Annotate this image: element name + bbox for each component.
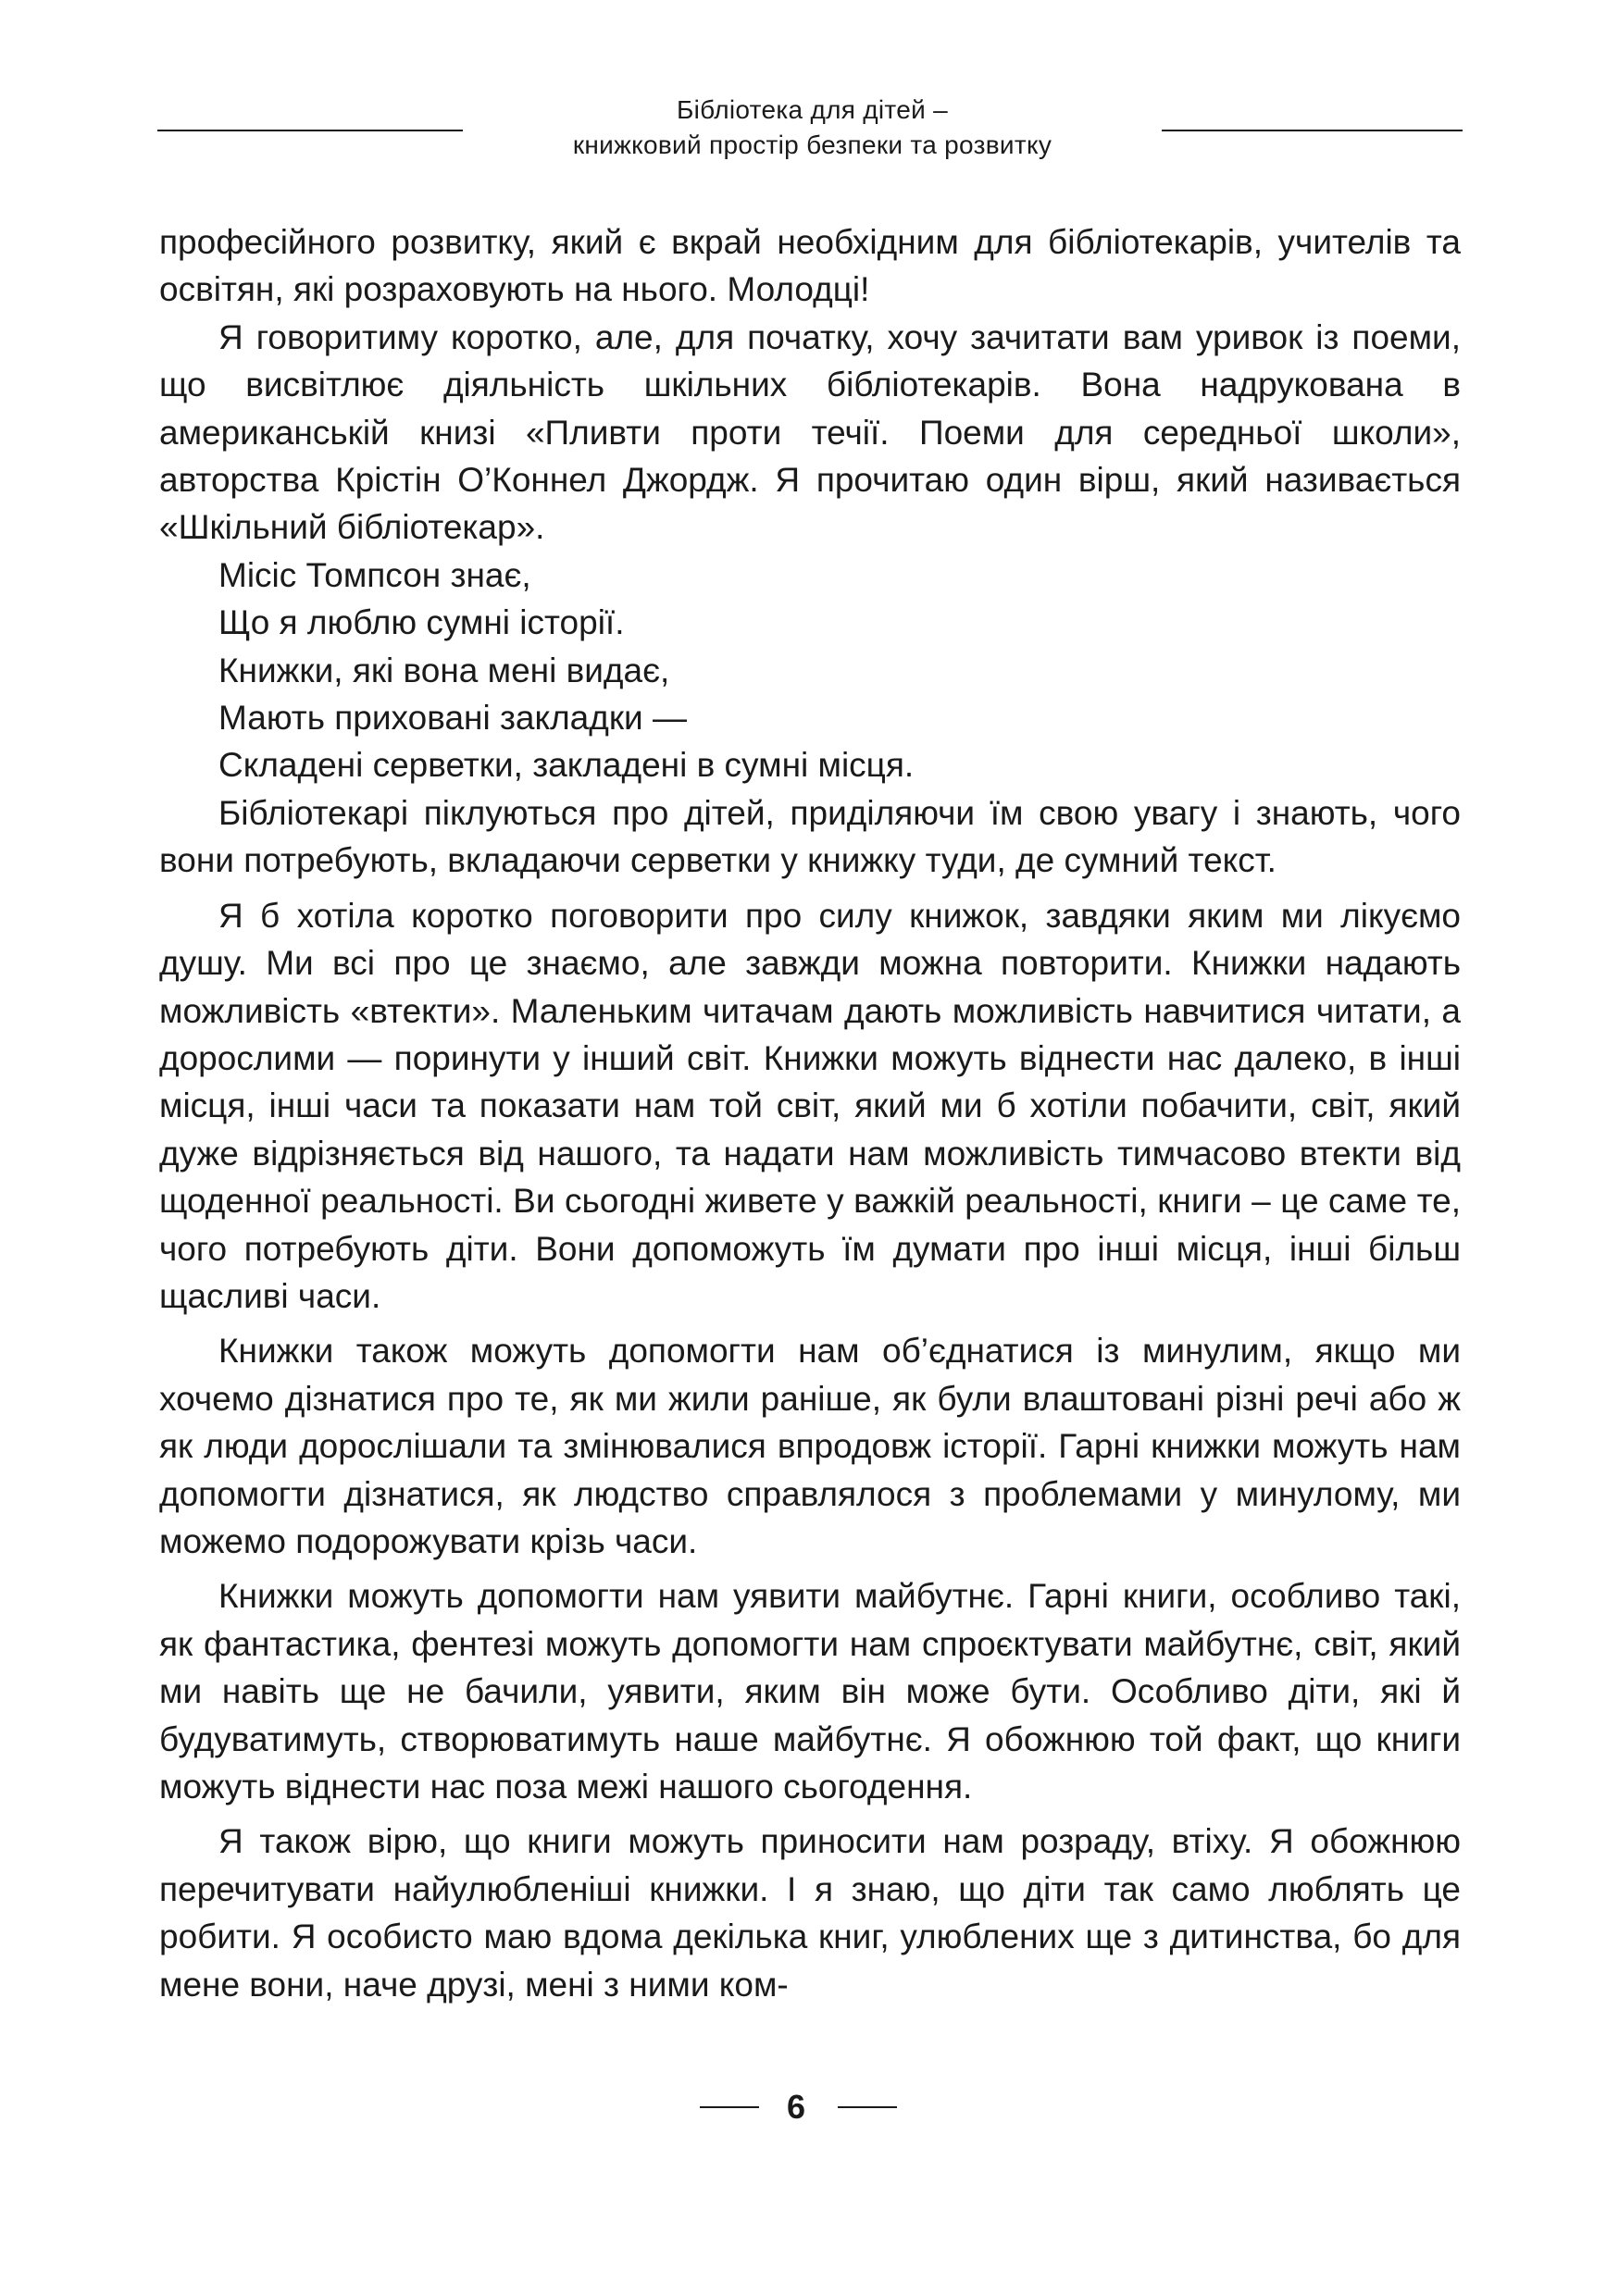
footer-rule-left — [700, 2106, 759, 2108]
header-title-line-2: книжковий простір безпеки та розвитку — [572, 130, 1052, 159]
poem-line-1: Місіс Томпсон знає, — [218, 555, 531, 594]
running-header — [157, 93, 1463, 167]
paragraph-past: Книжки також можуть допомогти нам об’єднатися із минулим, якщо ми хочемо дізнатися про те, як ми жили раніше, як були влаштовані різні речі або ж як люди дорослішали та змінювалися впродовж історії. Гарні книжки можуть нам допомогти дізнатися, як людство справлялося з проблемами у минулому, ми можемо подорожувати крізь часи. — [159, 1332, 1461, 1560]
footer-rule-right — [838, 2106, 897, 2108]
page-footer — [0, 2084, 1619, 2130]
poem-line-4: Мають приховані закладки — — [218, 699, 687, 738]
page-number: 6 — [786, 2088, 806, 2126]
poem-line-3: Книжки, які вона мені видає, — [218, 651, 670, 689]
paragraph-continuation: професійного розвитку, який є вкрай необхідним для бібліотекарів, учителів та освітян, які розраховують на нього. Молодці! — [159, 223, 1461, 309]
paragraph-future: Книжки можуть допомогти нам уявити майбутнє. Гарні книги, особливо такі, як фантастика, фентезі можуть допомогти нам спроєктувати майбутнє, світ, який ми навіть ще не бачили, уявити, яким він може бути. Особливо діти, які й будуватимуть, створюватимуть наше майбутнє. Я обожнюю той факт, що книги можуть віднести нас поза межі нашого сьогодення. — [159, 1577, 1461, 1806]
body-text — [159, 218, 1461, 2088]
poem-line-5: Складені серветки, закладені в сумні місця. — [218, 746, 915, 785]
paragraph-intro: Я говоритиму коротко, але, для початку, хочу зачитати вам уривок із поеми, що висвітлює діяльність шкільних бібліотекарів. Вона надрукована в американській книзі «Пливти проти течії. Поеми для середньої школи», авторства Крістін О’Коннел Джордж. Я прочитаю один вірш, який називається «Шкільний бібліотекар». — [159, 317, 1461, 547]
paragraph-power-of-books: Я б хотіла коротко поговорити про силу книжок, завдяки яким ми лікуємо душу. Ми всі про це знаємо, але завжди можна повторити. Книжки надають можливість «втекти». Маленьким читачам дають можливість навчитися читати, а дорослими — поринути у інший світ. Книжки можуть віднести нас далеко, в інші місця, інші часи та показати нам той світ, який ми б хотіли побачити, світ, який дуже відрізняється від нашого, та надати нам можливість тимчасово втекти від щоденної реальності. Ви сьогодні живете у важкій реальності, книги – це саме те, чого потребують діти. Вони допоможуть їм думати про інші місця, інші більш щасливі часи. — [159, 896, 1461, 1315]
header-rule-right — [1162, 130, 1463, 131]
poem-line-2: Що я люблю сумні історії. — [218, 603, 625, 642]
paragraph-librarians: Бібліотекарі піклуються про дітей, приділяючи їм свою увагу і знають, чого вони потребують, вкладаючи серветки у книжку туди, де сумний текст. — [159, 793, 1461, 880]
header-title — [463, 93, 1162, 163]
header-title-line-1: Бібліотека для дітей – — [676, 95, 949, 124]
header-rule-left — [157, 130, 463, 131]
paragraph-comfort: Я також вірю, що книги можуть приносити нам розраду, втіху. Я обожнюю перечитувати найулюбленіші книжки. І я знаю, що діти так само люблять це робити. Я особисто маю вдома декілька книг, улюблених ще з дитинства, бо для мене вони, наче друзі, мені з ними ком- — [159, 1822, 1461, 2004]
